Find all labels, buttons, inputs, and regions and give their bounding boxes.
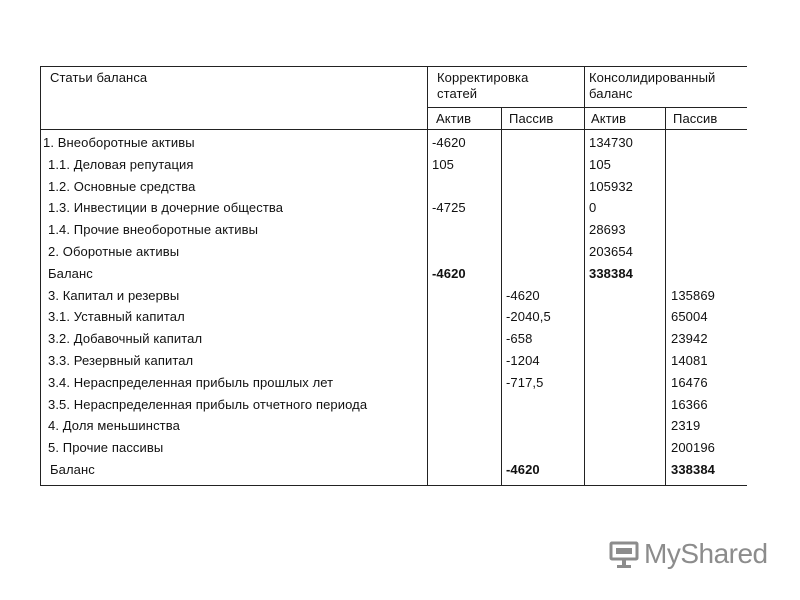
col-divider-consolidated-passiv [665, 107, 666, 486]
header-items: Статьи баланса [50, 70, 148, 85]
col-divider-correction [427, 66, 428, 486]
table-left-border [40, 66, 41, 486]
consolidated-aktiv-cell: 105932 [589, 179, 633, 194]
consolidated-passiv-cell: 135869 [671, 288, 715, 303]
table-top-border [40, 66, 747, 67]
correction-aktiv-cell: -4725 [432, 200, 466, 215]
row-label: 1.4. Прочие внеоборотные активы [48, 222, 259, 237]
row-label: 3.5. Нераспределенная прибыль отчетного периода [48, 397, 368, 412]
watermark-text: MyShared [644, 538, 768, 569]
col-divider-consolidated [584, 66, 585, 486]
row-label: 2. Оборотные активы [48, 244, 180, 259]
col-divider-correction-passiv [501, 107, 502, 486]
consolidated-passiv-cell: 2319 [671, 418, 701, 433]
header-correction-aktiv: Актив [436, 111, 472, 126]
row-label: 3.1. Уставный капитал [48, 309, 185, 324]
header-consolidated-line2: баланс [589, 86, 633, 101]
header-consolidated-passiv: Пассив [673, 111, 718, 126]
header-consolidated-aktiv: Актив [591, 111, 627, 126]
row-label: 3.3. Резервный капитал [48, 353, 194, 368]
watermark [608, 537, 768, 571]
row-label: 3.2. Добавочный капитал [48, 331, 203, 346]
table-bottom-border [40, 485, 747, 486]
consolidated-aktiv-cell: 0 [589, 200, 597, 215]
header-bottom-border [40, 129, 747, 130]
consolidated-passiv-cell: 338384 [671, 462, 715, 477]
consolidated-passiv-cell: 14081 [671, 353, 708, 368]
row-label: 5. Прочие пассивы [48, 440, 164, 455]
consolidated-passiv-cell: 23942 [671, 331, 708, 346]
consolidated-aktiv-cell: 134730 [589, 135, 633, 150]
correction-passiv-cell: -2040,5 [506, 309, 551, 324]
correction-aktiv-cell: 105 [432, 157, 454, 172]
presentation-board-icon [608, 539, 640, 569]
consolidated-passiv-cell: 16366 [671, 397, 708, 412]
correction-passiv-cell: -4620 [506, 288, 540, 303]
correction-passiv-cell: -658 [506, 331, 533, 346]
row-label: 1.1. Деловая репутация [48, 157, 194, 172]
header-correction-passiv: Пассив [509, 111, 554, 126]
correction-aktiv-cell: -4620 [432, 135, 466, 150]
row-label: 1. Внеоборотные активы [43, 135, 195, 150]
consolidated-aktiv-cell: 203654 [589, 244, 633, 259]
header-correction-line1: Корректировка [437, 70, 529, 85]
correction-passiv-cell: -717,5 [506, 375, 544, 390]
correction-passiv-cell: -1204 [506, 353, 540, 368]
consolidated-aktiv-cell: 28693 [589, 222, 626, 237]
consolidated-aktiv-cell: 338384 [589, 266, 633, 281]
row-label: Баланс [50, 462, 95, 477]
row-label: 4. Доля меньшинства [48, 418, 180, 433]
row-label: 1.3. Инвестиции в дочерние общества [48, 200, 284, 215]
correction-aktiv-cell: -4620 [432, 266, 466, 281]
correction-passiv-cell: -4620 [506, 462, 540, 477]
header-correction-line2: статей [437, 86, 478, 101]
row-label: 3. Капитал и резервы [48, 288, 180, 303]
consolidated-passiv-cell: 65004 [671, 309, 708, 324]
balance-table [40, 66, 747, 486]
row-label: 3.4. Нераспределенная прибыль прошлых лет [48, 375, 334, 390]
row-label: Баланс [48, 266, 93, 281]
consolidated-passiv-cell: 200196 [671, 440, 715, 455]
row-label: 1.2. Основные средства [48, 179, 196, 194]
consolidated-aktiv-cell: 105 [589, 157, 611, 172]
header-subdivider [427, 107, 747, 108]
consolidated-passiv-cell: 16476 [671, 375, 708, 390]
header-consolidated-line1: Консолидированный [589, 70, 716, 85]
